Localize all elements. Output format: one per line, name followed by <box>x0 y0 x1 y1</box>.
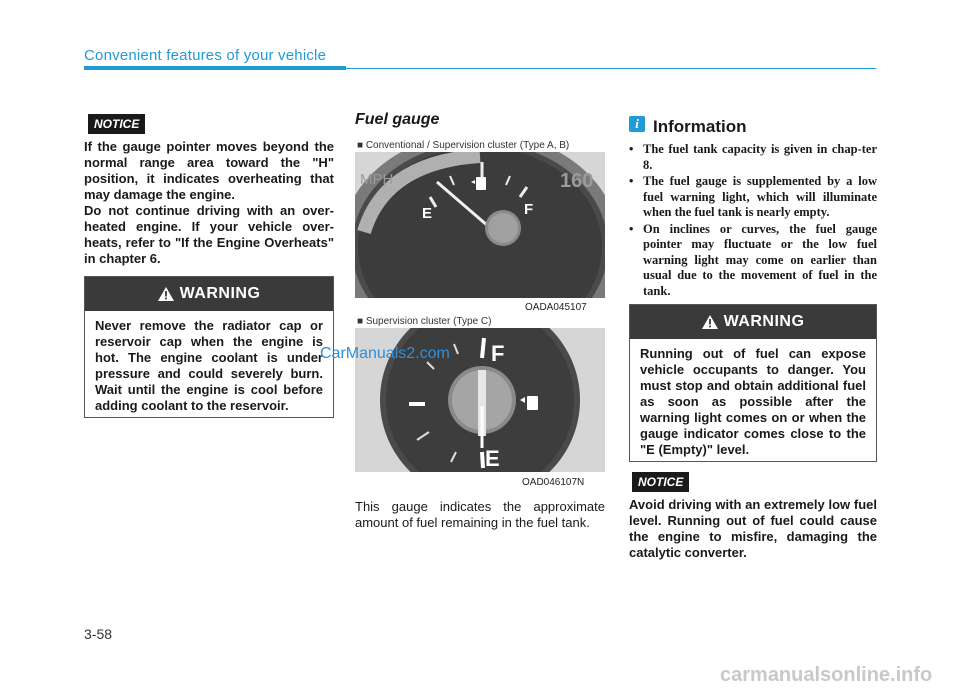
figure2-code: OAD046107N <box>522 477 585 488</box>
figure1-caption: ■ Conventional / Supervision cluster (Type A, B) <box>357 140 570 151</box>
page-number: 3-58 <box>84 626 113 642</box>
gauge-f-label: F <box>524 201 534 218</box>
mph-label: MPH <box>360 171 394 188</box>
warning-triangle-icon <box>702 315 718 329</box>
section-title: Convenient features of your vehicle <box>84 47 327 64</box>
section-title-bar <box>84 66 346 70</box>
figure1-code: OADA045107 <box>525 302 587 313</box>
fuel-gauge-description: This gauge indicates the approximate amount of fuel remaining in the fuel tank. <box>355 499 605 530</box>
figure1-gauge-image <box>355 152 605 298</box>
info-icon: i <box>629 116 645 132</box>
warning-label: WARNING <box>179 285 261 302</box>
warning-text: Running out of fuel can expose vehicle occupants to danger. You must stop and obtain additional fuel as soon as possible after the warning light comes on or when the gauge indicator comes close to the "E (Empty)" level. <box>640 346 866 457</box>
list-item: • The fuel gauge is supplemented by a low fuel warning light, which will illuminate when the fuel tank is nearly empty. <box>629 174 877 221</box>
information-list <box>629 142 877 300</box>
warning-header <box>85 277 333 311</box>
list-item: • The fuel tank capacity is given in chap-ter 8. <box>629 142 877 173</box>
list-item: • On inclines or curves, the fuel gauge pointer may fluctuate or the low fuel warning light may come on earlier than usual due to the movement of fuel in the tank. <box>629 222 877 300</box>
low-fuel-notice: Avoid driving with an extremely low fuel level. Running out of fuel could cause the engine to misfire, damaging the catalytic converter. <box>629 497 877 560</box>
watermark: CarManuals2.com <box>320 345 450 362</box>
coolant-warning-box <box>84 276 334 418</box>
speed-160-label: 160 <box>560 170 594 192</box>
figure2-caption: ■ Supervision cluster (Type C) <box>357 316 492 327</box>
warning-triangle-icon <box>158 287 174 301</box>
warning-header <box>630 305 876 339</box>
fuel-gauge-heading: Fuel gauge <box>355 111 440 128</box>
overheat-advice-paragraph: Do not continue driving with an over-heated engine. If your vehicle over-heats, refer to "If the Engine Overheats" in chapter 6. <box>84 203 334 266</box>
site-watermark: carmanualsonline.info <box>720 664 933 686</box>
notice-tag: NOTICE <box>632 472 689 492</box>
gauge2-e-label: E <box>485 446 500 471</box>
notice-tag: NOTICE <box>88 114 145 134</box>
warning-label: WARNING <box>723 313 805 330</box>
gauge-e-label: E <box>422 205 433 222</box>
overheat-paragraph: If the gauge pointer moves beyond the normal range area toward the "H" position, it indicates overheating that may damage the engine. <box>84 139 334 202</box>
information-title: Information <box>653 117 747 136</box>
gauge2-f-label: F <box>491 341 505 366</box>
fuel-warning-box <box>629 304 877 462</box>
header-rule <box>346 68 876 69</box>
warning-text: Never remove the radiator cap or reservoir cap when the engine is hot. The engine coolant is under pressure and could severely burn. Wait until the engine is cool before adding coolant to the reservoir. <box>95 318 323 413</box>
